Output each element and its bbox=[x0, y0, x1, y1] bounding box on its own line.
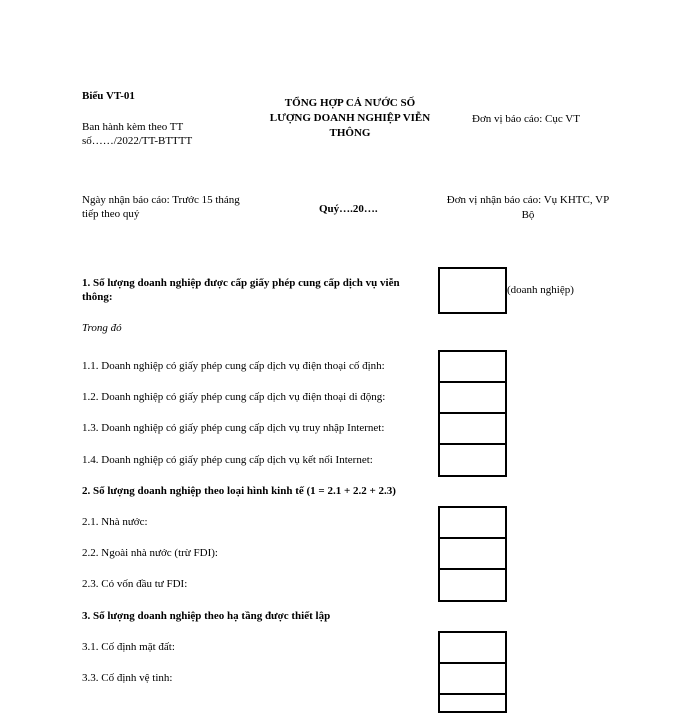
issued-with-line1: Ban hành kèm theo TT bbox=[82, 121, 184, 133]
report-period: Quý….20…. bbox=[319, 203, 378, 215]
item-1-3-label: 1.3. Doanh nghiệp có giấy phép cung cấp dịch vụ truy nhập Internet: bbox=[82, 422, 385, 434]
section1-heading-line1: 1. Số lượng doanh nghiệp được cấp giấy phép cung cấp dịch vụ viễn bbox=[82, 277, 400, 289]
report-title-line3: THÔNG bbox=[329, 127, 371, 139]
item-2-3-label: 2.3. Có vốn đầu tư FDI: bbox=[82, 578, 188, 590]
receiving-unit-line1: Đơn vị nhận báo cáo: Vụ KHTC, VP bbox=[446, 194, 610, 206]
item-3-3-input[interactable] bbox=[438, 662, 507, 695]
section3-heading: 3. Số lượng doanh nghiệp theo hạ tầng được thiết lập bbox=[82, 610, 331, 622]
item-3-next-input[interactable] bbox=[438, 693, 507, 713]
report-title-line2: LƯỢNG DOANH NGHIỆP VIỄN bbox=[269, 112, 431, 124]
receiving-unit bbox=[438, 193, 618, 223]
item-3-1-label: 3.1. Cố định mặt đất: bbox=[82, 641, 175, 653]
of-which-label: Trong đó bbox=[82, 322, 122, 334]
reporting-unit: Đơn vị báo cáo: Cục VT bbox=[472, 113, 580, 125]
item-1-3-input[interactable] bbox=[438, 412, 507, 445]
item-2-3-input[interactable] bbox=[438, 568, 507, 602]
item-2-2-input[interactable] bbox=[438, 537, 507, 570]
issued-with-line2: số……/2022/TT-BTTTT bbox=[82, 135, 193, 147]
section1-unit-label: (doanh nghiệp) bbox=[507, 284, 574, 296]
item-1-2-label: 1.2. Doanh nghiệp có giấy phép cung cấp dịch vụ điện thoại di động: bbox=[82, 391, 386, 403]
section2-heading: 2. Số lượng doanh nghiệp theo loại hình kinh tế (1 = 2.1 + 2.2 + 2.3) bbox=[82, 485, 396, 497]
item-2-2-label: 2.2. Ngoài nhà nước (trừ FDI): bbox=[82, 547, 218, 559]
item-1-4-label: 1.4. Doanh nghiệp có giấy phép cung cấp dịch vụ kết nối Internet: bbox=[82, 454, 373, 466]
item-3-3-label: 3.3. Cố định vệ tinh: bbox=[82, 672, 173, 684]
item-1-2-input[interactable] bbox=[438, 381, 507, 414]
section1-total-input[interactable] bbox=[438, 267, 507, 314]
item-2-1-label: 2.1. Nhà nước: bbox=[82, 516, 148, 528]
item-1-1-input[interactable] bbox=[438, 350, 507, 383]
receive-date-line1: Ngày nhận báo cáo: Trước 15 tháng bbox=[82, 194, 240, 206]
report-title-line1: TỔNG HỢP CẢ NƯỚC SỐ bbox=[284, 97, 416, 109]
item-1-1-label: 1.1. Doanh nghiệp có giấy phép cung cấp dịch vụ điện thoại cố định: bbox=[82, 360, 385, 372]
item-3-1-input[interactable] bbox=[438, 631, 507, 664]
report-title bbox=[250, 96, 450, 141]
receive-date-line2: tiếp theo quý bbox=[82, 208, 140, 220]
receiving-unit-line2: Bộ bbox=[521, 209, 535, 221]
form-code: Biểu VT-01 bbox=[82, 90, 135, 102]
section1-heading-line2: thông: bbox=[82, 291, 113, 303]
item-2-1-input[interactable] bbox=[438, 506, 507, 539]
item-1-4-input[interactable] bbox=[438, 443, 507, 477]
